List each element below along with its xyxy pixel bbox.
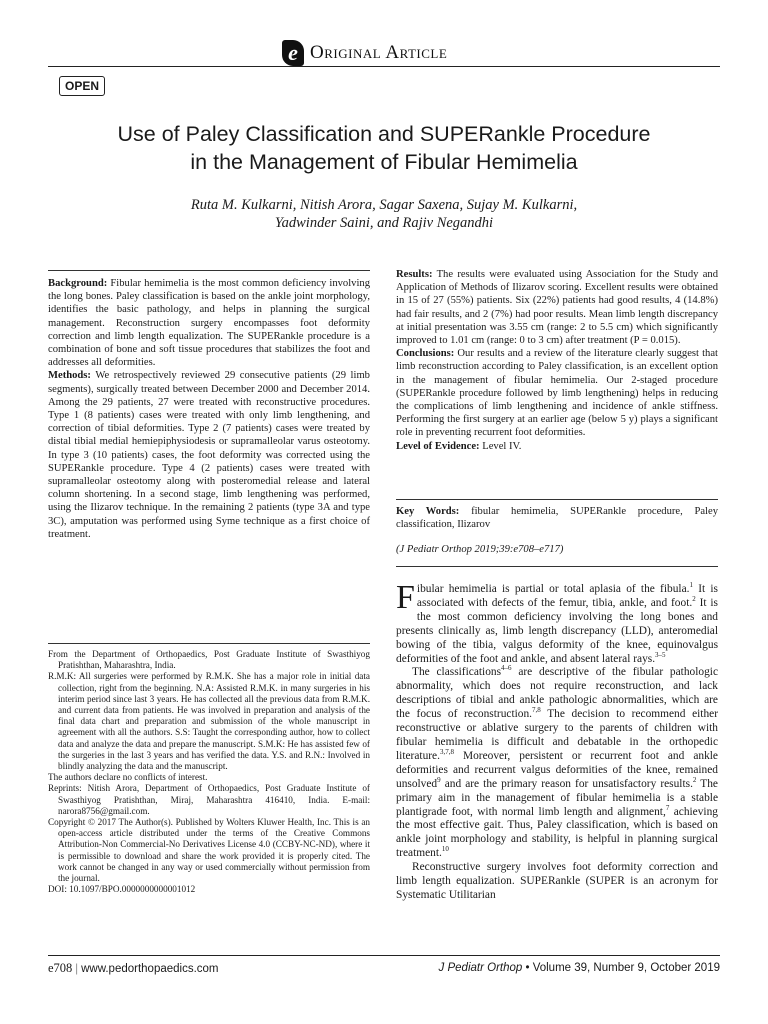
page-number: e708 — [48, 961, 73, 975]
footnote-doi[interactable]: DOI: 10.1097/BPO.0000000000001012 — [48, 884, 196, 895]
footnote-affiliation: From the Department of Orthopaedics, Post Graduate Institute of Swasthiyog Pratishthan, Maharashtra, India. — [48, 649, 370, 671]
body-top-rule — [396, 566, 718, 567]
abstract-background — [48, 277, 370, 369]
footnotes-top-rule — [48, 643, 370, 644]
body-p2-text-c: The decision to recommend either reconstructive or ablative surgery to the parents of children with fibular hemimelia is difficult and debatable in the orthopedic literature. — [396, 708, 718, 762]
authors-line-1: Ruta M. Kulkarni, Nitish Arora, Sagar Saxena, Sujay M. Kulkarni, — [190, 197, 578, 213]
reference-link[interactable]: 3–5 — [655, 650, 666, 659]
conclusions-label: Conclusions: — [396, 348, 455, 360]
title-line-1: Use of Paley Classification and SUPERankle Procedure — [117, 122, 651, 146]
authors-line-2: Yadwinder Saini, and Rajiv Negandhi — [274, 215, 494, 231]
footnote-contributions: R.M.K: All surgeries were performed by R.M.K. She has a major role in initial data collection, right from the beginning. N.A: Assisted R.M.K. in many surgeries in his interim period since last 3 years. He has collected all the previous data from R.M.K. and current data from patients. He was involved in preparation and analysis of the final data chart and preparation and submission of the whole manuscript in agreement with all the authors. S.S: Taught the corresponding author, how to collect data and analyze the data and prepare the manuscript. S.M.K: He has assisted few of the surgeries in the last 3 years and has verified the data. Y.S. and R.N.: Involved in blindly analyzing the data and the manuscript. — [48, 671, 370, 772]
results-label: Results: — [396, 269, 433, 280]
methods-text: We retrospectively reviewed 29 consecutive patients (29 limb segments), surgically treated between December 2000 and December 2014. Among the 29 patients, 27 were treated with reconstructive procedures. Type 1 (8 patients) cases were treated with only limb lengthening, and correction of tibial deformities. Type 2 (7 patients) cases were treated by distal tibial medial hemiepiphysiodesis or supramalleolar varus osteotomy. In type 3 (10 patients) cases, the foot deformity was corrected using the SUPERankle procedure. Type 4 (2 patients) cases were treated with supramalleolar osteotomy along with posteromedial release and lateral column shortening. In a second stage, limb lengthening was performed, using the Ilizarov technique. In the remaining 2 patients (type 3A and type 3C), amputation was performed using Syme technique as a first choice of treatment. — [48, 370, 370, 540]
abstract-top-rule — [48, 270, 370, 271]
footer-separator: | — [75, 961, 78, 975]
abstract-left-column — [48, 277, 370, 541]
reference-link[interactable]: 7 — [665, 803, 670, 812]
reference-link[interactable]: 1 — [689, 581, 693, 590]
body-paragraph-3: Reconstructive surgery involves foot deformity correction and limb length equalization. SUPERankle (SUPER is an acronym for Systematic Utilitarian — [396, 861, 718, 901]
keywords-label: Key Words: — [396, 506, 460, 517]
background-label: Background: — [48, 278, 108, 289]
abstract-right-column — [396, 268, 718, 453]
reference-link[interactable]: 3,7,8 — [439, 748, 454, 757]
header-divider — [48, 66, 720, 67]
footer-divider — [48, 955, 720, 956]
body-text — [396, 579, 718, 903]
open-access-badge: OPEN — [59, 76, 105, 96]
results-text: The results were evaluated using Association for the Study and Application of Methods of Ilizarov scoring. Excellent results were obtained in 15 of 27 (55%) patients. Six (22%) patients had good results, 4 (14.8%) had fair results, and 2 (7%) had poor results. Mean limb length discrepancy at initial presentation was 3.55 cm (range: 2 to 5.5 cm) which significantly improved to 1.01 cm (range: 0 to 3 cm) after treatment (P = 0.015). — [396, 269, 718, 347]
keywords-top-rule — [396, 499, 718, 500]
body-p2-text-e: and are the primary reason for unsatisfactory results. — [440, 777, 693, 790]
footnote-conflicts: The authors declare no conflicts of interest. — [48, 772, 208, 783]
body-p2-text-b: are descriptive of the fibular pathologic abnormality, which does not require reconstruction, and lack descriptions of tibial and ankle pathologic abnormalities, which are the focus of reconstruction. — [396, 666, 718, 721]
reference-link[interactable]: 7,8 — [532, 706, 541, 715]
footer-right — [439, 962, 720, 974]
evidence-label: Level of Evidence: — [396, 440, 480, 452]
article-title — [48, 120, 720, 176]
evidence-text: Level IV. — [482, 440, 522, 452]
journal-url-link[interactable]: www.pedorthopaedics.com — [81, 963, 219, 975]
drop-cap: F — [396, 579, 415, 616]
footnotes-block — [48, 649, 370, 895]
body-p2-text-f: The primary aim in the management of fibular hemimelia is a stable plantigrade foot, with normal limb length and alignment, — [396, 777, 718, 818]
body-p1-text-b: It is associated with defects of the femur, tibia, ankle, and foot. — [416, 583, 718, 609]
footnote-reprints: Reprints: Nitish Arora, Department of Orthopaedics, Post Graduate Institute of Swasthiyog Pratishthan, Miraj, Maharashtra 416410, India. E-mail: narora8756@gmail.com. — [48, 783, 370, 816]
title-line-2: in the Management of Fibular Hemimelia — [190, 150, 578, 174]
abstract-conclusions — [396, 347, 718, 439]
keywords-block — [396, 505, 718, 531]
body-p2-text-a: The classifications — [412, 666, 502, 679]
footer-left — [48, 961, 219, 976]
keywords-text: fibular hemimelia, SUPERankle procedure, Paley classification, Ilizarov — [396, 506, 719, 531]
reference-link[interactable]: 2 — [692, 595, 696, 604]
reference-link[interactable]: 9 — [437, 775, 441, 784]
reference-link[interactable]: 4–6 — [501, 664, 512, 673]
abstract-results — [396, 268, 718, 347]
background-text: Fibular hemimelia is the most common deficiency involving the long bones. Paley classification is based on the ankle joint morphology, identifies the basic pathology, and helps in planning the surgical management. Reconstruction surgery encompasses foot deformity correction and limb length equalization. The SUPERankle procedure is a combination of bone and soft tissue procedures that stabilizes the foot and addresses all deformities. — [48, 278, 370, 369]
body-p2-text-g: achieving the most effective gait. Thus, Paley classification, which is based on ankle joint morphology and stability, is helpful in planning surgical treatment. — [396, 805, 718, 860]
reference-link[interactable]: 2 — [692, 775, 697, 784]
abstract-evidence — [396, 440, 718, 453]
abstract-methods — [48, 369, 370, 541]
section-label: Original Article — [310, 42, 448, 63]
body-p2-text-d: Moreover, persistent or recurrent foot and ankle deformities and recurrent valgus deformities of the knee, remained unsolved — [396, 749, 718, 790]
journal-citation: (J Pediatr Orthop 2019;39:e708–e717) — [396, 544, 564, 555]
journal-name: J Pediatr Orthop — [438, 962, 523, 974]
body-p1-text-c: It is the most common deficiency involving the long bones and presents clinically as, limb length discrepancy (LLD), anteromedial bowing of the tibia, valgus deformity of the knee, equinovalgus deformities of the foot and ankle, and absent lateral rays. — [396, 596, 718, 665]
reference-link[interactable]: 10 — [441, 845, 449, 854]
footnote-copyright: Copyright © 2017 The Author(s). Published by Wolters Kluwer Health, Inc. This is an open-access article distributed under the terms of the Creative Commons Attribution-Non Commercial-No Derivatives License 4.0 (CCBY-NC-ND), where it is permissible to download and share the work provided it is properly cited. The work cannot be changed in any way or used commercially without permission from the journal. — [48, 817, 370, 884]
author-list — [60, 196, 708, 232]
journal-logo-icon: e — [282, 40, 304, 66]
conclusions-text: Our results and a review of the literature clearly suggest that limb reconstruction according to Paley classification, is an excellent option in the management of fibular hemimelia. Our 2-staged procedure (SUPERankle procedure followed by limb lengthening) helps in reducing the complications of limb lengthening and incidence of ankle stiffness. Performing the first surgery at an earlier age (below 5 y) plays a significant role in preventing recurrent foot deformities. — [396, 348, 719, 439]
body-paragraph-2 — [396, 666, 718, 861]
body-paragraph-1 — [396, 579, 718, 666]
methods-label: Methods: — [48, 370, 91, 382]
issue-info: • Volume 39, Number 9, October 2019 — [522, 962, 720, 974]
body-p1-text-a: ibular hemimelia is partial or total aplasia of the fibula. — [416, 583, 690, 595]
